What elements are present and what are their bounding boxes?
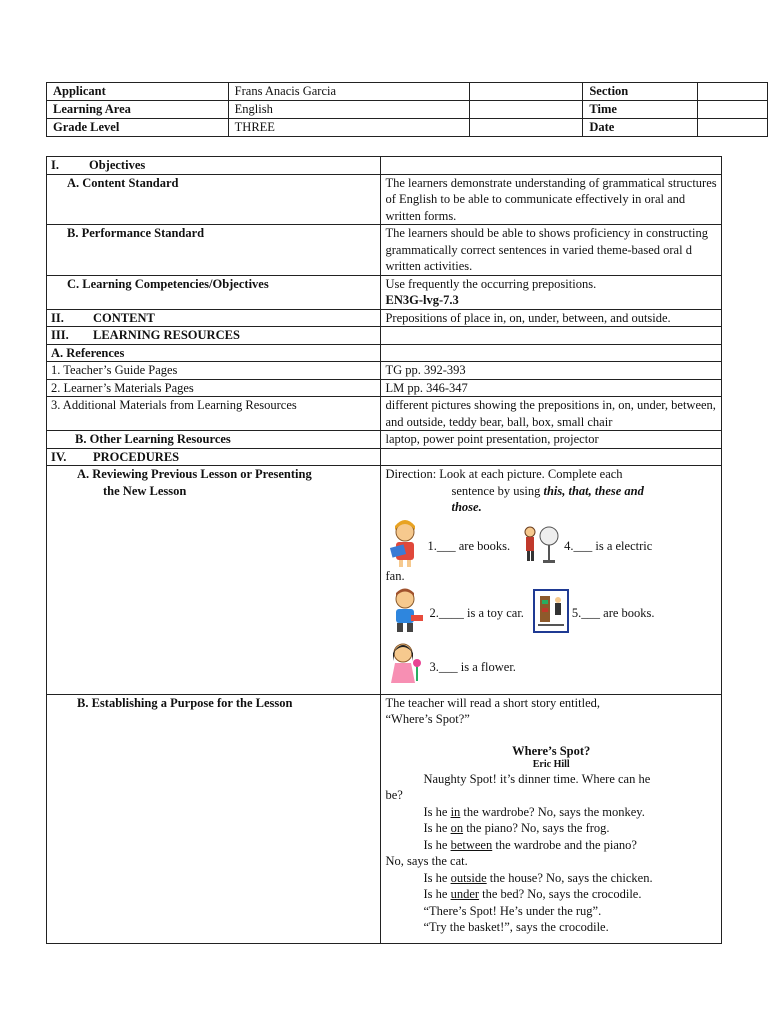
other-resources-value: laptop, power point presentation, projector [381,431,722,449]
content-text: Prepositions of place in, on, under, between, and outside. [381,309,722,327]
section-value [697,83,767,101]
time-value [697,101,767,119]
story-line-2: Is he in the wardrobe? No, says the monkey. [423,804,645,819]
header-table [46,82,768,137]
story-intro-2: “Where’s Spot?” [385,712,470,726]
lm-value: LM pp. 346-347 [381,379,722,397]
review-label: A. Reviewing Previous Lesson or Presenting the New Lesson [47,466,381,695]
performance-standard-label: B. Performance Standard [47,225,381,276]
lesson-plan-table [46,156,722,944]
exercise-item-1: 1.___ are books. [427,538,511,553]
learning-area-value: English [228,101,469,119]
story-line-4-cont: No, says the cat. [385,854,468,868]
direction-line-1: Direction: Look at each picture. Complete each [385,467,623,481]
competency-code: EN3G-lvg-7.3 [385,293,459,307]
applicant-label: Applicant [47,83,229,101]
section-label: Section [583,83,697,101]
exercise-row-2 [385,587,717,640]
preposition-in: in [450,804,461,819]
applicant-value: Frans Anacis Garcia [228,83,469,101]
other-resources-label: B. Other Learning Resources [47,431,381,449]
story-intro-1: The teacher will read a short story entitled, [385,695,600,710]
blank-cell [381,157,722,175]
blank-cell [469,119,583,137]
story-title: Where’s Spot? [512,743,591,758]
date-label: Date [583,119,697,137]
competencies-text: Use frequently the occurring prepositions. [385,276,597,291]
blank-cell [381,327,722,345]
tg-value: TG pp. 392-393 [381,362,722,380]
content-standard-text: The learners demonstrate understanding of grammatical structures of English to be able to communicate effectively in oral and written forms. [381,174,722,225]
exercise-row-1 [385,520,717,573]
lm-label: 2. Learner’s Materials Pages [47,379,381,397]
references-label: A. References [47,344,381,362]
boy-with-electric-fan-icon [522,524,562,569]
story-line-1: Naughty Spot! it’s dinner time. Where can he [423,771,651,786]
grade-level-value: THREE [228,119,469,137]
additional-label: 3. Additional Materials from Learning Resources [47,397,381,431]
time-label: Time [583,101,697,119]
competencies-label: C. Learning Competencies/Objectives [47,275,381,309]
grade-level-label: Grade Level [47,119,229,137]
direction-line-3: those. [451,500,482,514]
blank-cell [469,83,583,101]
competencies-cell [381,275,722,309]
purpose-activity [381,694,722,943]
exercise-item-4-cont: fan. [385,569,405,583]
girl-with-flower-icon [385,641,425,694]
learning-area-label: Learning Area [47,101,229,119]
bookshelf-icon [532,588,570,639]
purpose-label: B. Establishing a Purpose for the Lesson [47,694,381,943]
date-value [697,119,767,137]
story-line-7: “There’s Spot! He’s under the rug”. [423,903,602,918]
story-line-3: Is he on the piano? No, says the frog. [423,821,610,835]
procedures-heading: IV. PROCEDURES [47,448,381,466]
story-author: Eric Hill [532,758,570,770]
objectives-heading: I. Objectives [47,157,381,175]
preposition-between: between [450,837,493,852]
performance-standard-text: The learners should be able to shows proficiency in constructing grammatically correct sentences in varied theme-based oral d written activities. [381,225,722,276]
preposition-under: under [450,887,480,901]
blank-cell [381,448,722,466]
boy-with-toy-car-icon [385,587,425,640]
preposition-on: on [450,821,464,835]
exercise-item-4: 4.___ is a electric [564,538,653,553]
story-line-1-cont: be? [385,788,403,802]
girl-reading-book-icon [385,520,425,573]
direction-line-2: sentence by using this, that, these and [451,483,644,498]
exercise-item-5: 5.___ are books. [571,605,655,620]
content-heading: II. CONTENT [47,309,381,327]
story-line-6: Is he under the bed? No, says the crocodile. [423,887,642,901]
content-standard-label: A. Content Standard [47,174,381,225]
exercise-row-3 [385,641,717,694]
blank-cell [469,101,583,119]
review-activity [381,466,722,695]
exercise-item-2: 2.____ is a toy car. [429,605,524,620]
story-line-4: Is he between the wardrobe and the piano? [423,837,637,852]
story-line-5: Is he outside the house? No, says the chicken. [423,870,653,885]
tg-label: 1. Teacher’s Guide Pages [47,362,381,380]
exercise-item-3: 3.___ is a flower. [429,660,516,674]
blank-cell [381,344,722,362]
preposition-outside: outside [450,870,487,885]
story-line-8: “Try the basket!”, says the crocodile. [423,920,609,934]
additional-value: different pictures showing the prepositions in, on, under, between, and outside, teddy bear, ball, box, small chair [381,397,722,431]
learning-resources-heading: III. LEARNING RESOURCES [47,327,381,345]
